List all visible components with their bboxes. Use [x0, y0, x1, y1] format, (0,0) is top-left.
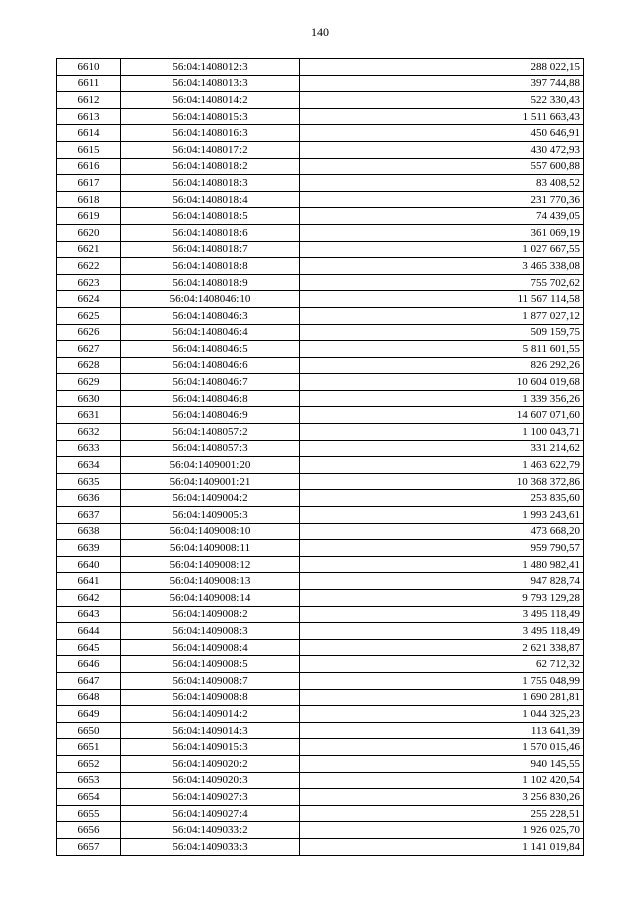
- cadastral-number-cell: 56:04:1408046:5: [121, 341, 300, 358]
- row-number-cell: 6635: [57, 473, 121, 490]
- cadastral-number-cell: 56:04:1408046:7: [121, 374, 300, 391]
- cadastral-number-cell: 56:04:1408015:3: [121, 108, 300, 125]
- cadastral-value-cell: 11 567 114,58: [300, 291, 584, 308]
- cadastral-value-cell: 231 770,36: [300, 191, 584, 208]
- row-number-cell: 6618: [57, 191, 121, 208]
- cadastral-value-cell: 1 027 667,55: [300, 241, 584, 258]
- row-number-cell: 6643: [57, 606, 121, 623]
- cadastral-number-cell: 56:04:1409020:3: [121, 772, 300, 789]
- row-number-cell: 6623: [57, 274, 121, 291]
- row-number-cell: 6625: [57, 307, 121, 324]
- cadastral-value-cell: 1 102 420,54: [300, 772, 584, 789]
- row-number-cell: 6645: [57, 639, 121, 656]
- cadastral-value-cell: 331 214,62: [300, 440, 584, 457]
- cadastral-number-cell: 56:04:1409001:21: [121, 473, 300, 490]
- cadastral-number-cell: 56:04:1408017:2: [121, 141, 300, 158]
- cadastral-number-cell: 56:04:1409008:5: [121, 656, 300, 673]
- row-number-cell: 6613: [57, 108, 121, 125]
- table-row: [57, 291, 584, 308]
- cadastral-value-cell: 509 159,75: [300, 324, 584, 341]
- table-row: [57, 623, 584, 640]
- row-number-cell: 6638: [57, 523, 121, 540]
- cadastral-value-cell: 2 621 338,87: [300, 639, 584, 656]
- row-number-cell: 6650: [57, 722, 121, 739]
- row-number-cell: 6637: [57, 507, 121, 524]
- cadastral-value-cell: 361 069,19: [300, 224, 584, 241]
- row-number-cell: 6646: [57, 656, 121, 673]
- table-row: [57, 241, 584, 258]
- row-number-cell: 6636: [57, 490, 121, 507]
- table-row: [57, 191, 584, 208]
- cadastral-number-cell: 56:04:1408046:6: [121, 357, 300, 374]
- cadastral-value-cell: 3 256 830,26: [300, 789, 584, 806]
- table-row: [57, 324, 584, 341]
- page-number: 140: [311, 25, 329, 39]
- cadastral-value-cell: 1 690 281,81: [300, 689, 584, 706]
- cadastral-value-table: [56, 58, 584, 856]
- row-number-cell: 6628: [57, 357, 121, 374]
- cadastral-number-cell: 56:04:1409008:7: [121, 672, 300, 689]
- row-number-cell: 6654: [57, 789, 121, 806]
- cadastral-number-cell: 56:04:1409027:3: [121, 789, 300, 806]
- row-number-cell: 6656: [57, 822, 121, 839]
- cadastral-value-cell: 1 570 015,46: [300, 739, 584, 756]
- table-row: [57, 125, 584, 142]
- row-number-cell: 6614: [57, 125, 121, 142]
- table-row: [57, 175, 584, 192]
- row-number-cell: 6615: [57, 141, 121, 158]
- row-number-cell: 6620: [57, 224, 121, 241]
- cadastral-number-cell: 56:04:1409014:2: [121, 706, 300, 723]
- cadastral-value-cell: 1 339 356,26: [300, 390, 584, 407]
- cadastral-value-cell: 450 646,91: [300, 125, 584, 142]
- cadastral-number-cell: 56:04:1408018:2: [121, 158, 300, 175]
- row-number-cell: 6622: [57, 258, 121, 275]
- cadastral-value-cell: 1 141 019,84: [300, 838, 584, 855]
- cadastral-value-cell: 9 793 129,28: [300, 590, 584, 607]
- cadastral-number-cell: 56:04:1408018:4: [121, 191, 300, 208]
- row-number-cell: 6639: [57, 540, 121, 557]
- cadastral-number-cell: 56:04:1409033:3: [121, 838, 300, 855]
- cadastral-value-cell: 1 463 622,79: [300, 457, 584, 474]
- cadastral-number-cell: 56:04:1408046:3: [121, 307, 300, 324]
- table-row: [57, 739, 584, 756]
- cadastral-number-cell: 56:04:1408018:9: [121, 274, 300, 291]
- cadastral-value-cell: 947 828,74: [300, 573, 584, 590]
- row-number-cell: 6632: [57, 424, 121, 441]
- cadastral-number-cell: 56:04:1408014:2: [121, 92, 300, 109]
- cadastral-number-cell: 56:04:1409008:11: [121, 540, 300, 557]
- cadastral-number-cell: 56:04:1409008:12: [121, 556, 300, 573]
- row-number-cell: 6610: [57, 59, 121, 76]
- cadastral-value-cell: 3 465 338,08: [300, 258, 584, 275]
- table-row: [57, 357, 584, 374]
- cadastral-number-cell: 56:04:1408046:10: [121, 291, 300, 308]
- cadastral-value-cell: 1 044 325,23: [300, 706, 584, 723]
- cadastral-number-cell: 56:04:1409005:3: [121, 507, 300, 524]
- cadastral-value-cell: 430 472,93: [300, 141, 584, 158]
- cadastral-value-cell: 473 668,20: [300, 523, 584, 540]
- table-row: [57, 590, 584, 607]
- row-number-cell: 6633: [57, 440, 121, 457]
- row-number-cell: 6616: [57, 158, 121, 175]
- cadastral-value-cell: 3 495 118,49: [300, 606, 584, 623]
- cadastral-value-cell: 10 604 019,68: [300, 374, 584, 391]
- table-row: [57, 838, 584, 855]
- cadastral-number-cell: 56:04:1409008:10: [121, 523, 300, 540]
- cadastral-number-cell: 56:04:1408018:6: [121, 224, 300, 241]
- cadastral-value-cell: 5 811 601,55: [300, 341, 584, 358]
- row-number-cell: 6629: [57, 374, 121, 391]
- cadastral-number-cell: 56:04:1408018:7: [121, 241, 300, 258]
- row-number-cell: 6657: [57, 838, 121, 855]
- cadastral-number-cell: 56:04:1409008:8: [121, 689, 300, 706]
- cadastral-value-cell: 113 641,39: [300, 722, 584, 739]
- cadastral-number-cell: 56:04:1409008:4: [121, 639, 300, 656]
- row-number-cell: 6641: [57, 573, 121, 590]
- cadastral-number-cell: 56:04:1408012:3: [121, 59, 300, 76]
- table-row: [57, 755, 584, 772]
- table-row: [57, 689, 584, 706]
- table-row: [57, 507, 584, 524]
- row-number-cell: 6653: [57, 772, 121, 789]
- cadastral-value-cell: 83 408,52: [300, 175, 584, 192]
- table-row: [57, 805, 584, 822]
- row-number-cell: 6621: [57, 241, 121, 258]
- row-number-cell: 6652: [57, 755, 121, 772]
- cadastral-number-cell: 56:04:1409004:2: [121, 490, 300, 507]
- cadastral-number-cell: 56:04:1409033:2: [121, 822, 300, 839]
- table-row: [57, 490, 584, 507]
- table-row: [57, 208, 584, 225]
- table-row: [57, 473, 584, 490]
- cadastral-number-cell: 56:04:1408057:2: [121, 424, 300, 441]
- cadastral-number-cell: 56:04:1408046:9: [121, 407, 300, 424]
- cadastral-number-cell: 56:04:1409001:20: [121, 457, 300, 474]
- cadastral-value-cell: 74 439,05: [300, 208, 584, 225]
- row-number-cell: 6655: [57, 805, 121, 822]
- table-row: [57, 92, 584, 109]
- table-row: [57, 75, 584, 92]
- table-row: [57, 656, 584, 673]
- table-row: [57, 639, 584, 656]
- table-row: [57, 789, 584, 806]
- row-number-cell: 6640: [57, 556, 121, 573]
- cadastral-value-cell: 1 100 043,71: [300, 424, 584, 441]
- row-number-cell: 6651: [57, 739, 121, 756]
- cadastral-value-cell: 755 702,62: [300, 274, 584, 291]
- table-row: [57, 672, 584, 689]
- table-row: [57, 772, 584, 789]
- cadastral-number-cell: 56:04:1408057:3: [121, 440, 300, 457]
- cadastral-number-cell: 56:04:1409008:13: [121, 573, 300, 590]
- table-row: [57, 158, 584, 175]
- table-row: [57, 141, 584, 158]
- row-number-cell: 6648: [57, 689, 121, 706]
- table-row: [57, 374, 584, 391]
- cadastral-value-cell: 959 790,57: [300, 540, 584, 557]
- table-row: [57, 407, 584, 424]
- cadastral-number-cell: 56:04:1408013:3: [121, 75, 300, 92]
- row-number-cell: 6619: [57, 208, 121, 225]
- row-number-cell: 6624: [57, 291, 121, 308]
- cadastral-value-cell: 826 292,26: [300, 357, 584, 374]
- cadastral-number-cell: 56:04:1408016:3: [121, 125, 300, 142]
- cadastral-value-cell: 1 993 243,61: [300, 507, 584, 524]
- cadastral-value-cell: 1 480 982,41: [300, 556, 584, 573]
- cadastral-value-cell: 10 368 372,86: [300, 473, 584, 490]
- row-number-cell: 6626: [57, 324, 121, 341]
- cadastral-number-cell: 56:04:1408046:4: [121, 324, 300, 341]
- cadastral-value-cell: 1 755 048,99: [300, 672, 584, 689]
- cadastral-number-cell: 56:04:1409008:3: [121, 623, 300, 640]
- table-row: [57, 390, 584, 407]
- table-row: [57, 274, 584, 291]
- cadastral-value-cell: 940 145,55: [300, 755, 584, 772]
- cadastral-number-cell: 56:04:1409014:3: [121, 722, 300, 739]
- cadastral-number-cell: 56:04:1409008:2: [121, 606, 300, 623]
- cadastral-value-cell: 522 330,43: [300, 92, 584, 109]
- row-number-cell: 6612: [57, 92, 121, 109]
- cadastral-value-cell: 557 600,88: [300, 158, 584, 175]
- table-row: [57, 224, 584, 241]
- cadastral-value-cell: 1 926 025,70: [300, 822, 584, 839]
- table-row: [57, 722, 584, 739]
- cadastral-number-cell: 56:04:1409020:2: [121, 755, 300, 772]
- row-number-cell: 6642: [57, 590, 121, 607]
- cadastral-number-cell: 56:04:1408018:8: [121, 258, 300, 275]
- table-row: [57, 108, 584, 125]
- table-row: [57, 822, 584, 839]
- row-number-cell: 6611: [57, 75, 121, 92]
- table-body: [57, 59, 584, 856]
- table-row: [57, 556, 584, 573]
- table-row: [57, 258, 584, 275]
- cadastral-value-cell: 62 712,32: [300, 656, 584, 673]
- row-number-cell: 6634: [57, 457, 121, 474]
- table-row: [57, 606, 584, 623]
- row-number-cell: 6649: [57, 706, 121, 723]
- cadastral-value-cell: 14 607 071,60: [300, 407, 584, 424]
- cadastral-number-cell: 56:04:1409015:3: [121, 739, 300, 756]
- table-row: [57, 573, 584, 590]
- table-row: [57, 341, 584, 358]
- row-number-cell: 6617: [57, 175, 121, 192]
- table-row: [57, 523, 584, 540]
- row-number-cell: 6627: [57, 341, 121, 358]
- cadastral-value-cell: 397 744,88: [300, 75, 584, 92]
- table-row: [57, 307, 584, 324]
- table-row: [57, 457, 584, 474]
- cadastral-value-cell: 253 835,60: [300, 490, 584, 507]
- cadastral-number-cell: 56:04:1409008:14: [121, 590, 300, 607]
- row-number-cell: 6630: [57, 390, 121, 407]
- cadastral-value-cell: 1 511 663,43: [300, 108, 584, 125]
- table-row: [57, 706, 584, 723]
- table-row: [57, 440, 584, 457]
- cadastral-value-cell: 3 495 118,49: [300, 623, 584, 640]
- cadastral-value-cell: 1 877 027,12: [300, 307, 584, 324]
- cadastral-number-cell: 56:04:1408018:3: [121, 175, 300, 192]
- cadastral-number-cell: 56:04:1408018:5: [121, 208, 300, 225]
- table-row: [57, 424, 584, 441]
- row-number-cell: 6631: [57, 407, 121, 424]
- row-number-cell: 6647: [57, 672, 121, 689]
- cadastral-number-cell: 56:04:1409027:4: [121, 805, 300, 822]
- table-row: [57, 540, 584, 557]
- cadastral-value-cell: 288 022,15: [300, 59, 584, 76]
- cadastral-number-cell: 56:04:1408046:8: [121, 390, 300, 407]
- table-row: [57, 59, 584, 76]
- row-number-cell: 6644: [57, 623, 121, 640]
- cadastral-value-cell: 255 228,51: [300, 805, 584, 822]
